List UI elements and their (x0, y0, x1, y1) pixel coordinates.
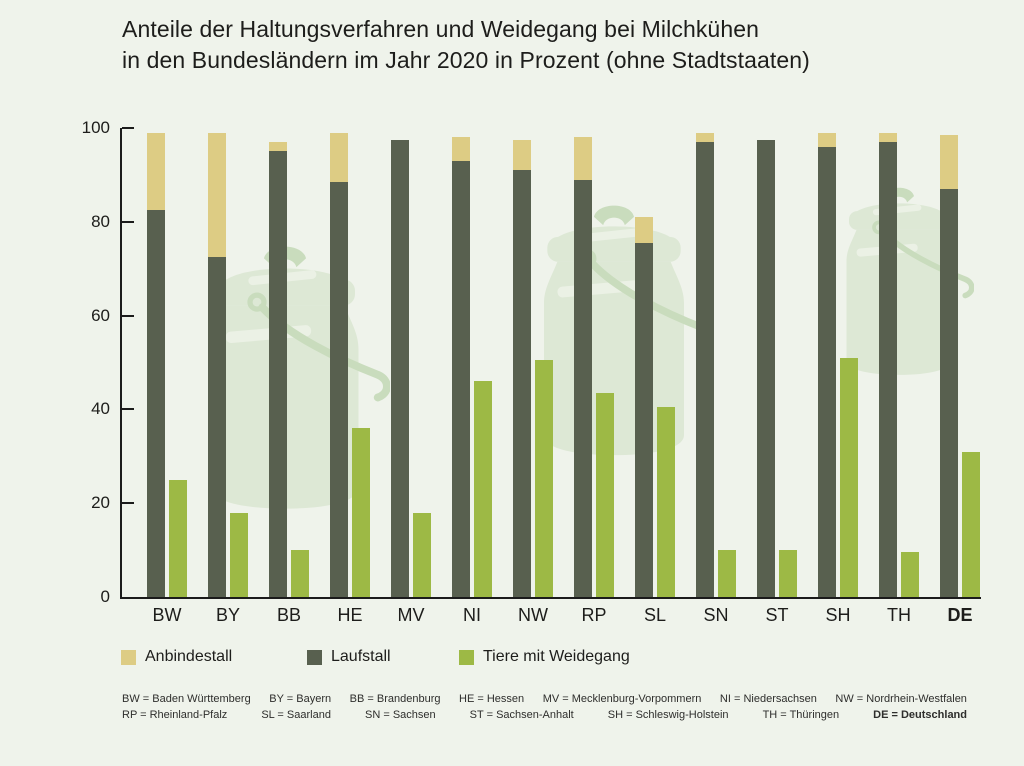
plot-area (81, 118, 981, 625)
x-axis-label-DE: DE (947, 605, 973, 625)
bar-laufstall-BB (269, 151, 287, 597)
legend-swatch-weidegang (459, 650, 474, 665)
bar-laufstall-SN (696, 142, 714, 597)
x-axis-label-SL: SL (643, 605, 667, 625)
bar-anbindestall-SH (818, 133, 836, 147)
x-axis-label-ST: ST (765, 605, 789, 625)
x-axis-label-HE: HE (337, 605, 363, 625)
bar-weidegang-SH (840, 358, 858, 597)
bar-laufstall-ST (757, 140, 775, 597)
bar-laufstall-TH (879, 142, 897, 597)
legend-swatch-anbindestall (121, 650, 136, 665)
y-axis-tick (122, 221, 134, 223)
bar-laufstall-RP (574, 180, 592, 597)
footnote-sl: SL = Saarland (261, 709, 331, 721)
x-axis-label-RP: RP (581, 605, 607, 625)
bar-laufstall-SH (818, 147, 836, 597)
bar-weidegang-SN (718, 550, 736, 597)
bar-weidegang-NI (474, 381, 492, 597)
chart-legend (0, 648, 1024, 668)
bar-weidegang-SL (657, 407, 675, 597)
bar-weidegang-MV (413, 513, 431, 597)
abbreviation-footnotes (122, 693, 967, 725)
footnote-sn: SN = Sachsen (365, 709, 436, 721)
bar-laufstall-HE (330, 182, 348, 597)
title-line-1: Anteile der Haltungsverfahren und Weidegang bei Milchkühen (122, 16, 759, 42)
y-axis-tick-label: 100 (81, 118, 110, 137)
bar-anbindestall-BY (208, 133, 226, 257)
bar-weidegang-RP (596, 393, 614, 597)
page-title (122, 14, 810, 76)
legend-label-weidegang: Tiere mit Weidegang (483, 648, 630, 665)
footnote-by: BY = Bayern (269, 693, 332, 705)
x-axis-label-MV: MV (397, 605, 425, 625)
footnote-row-1 (122, 693, 967, 705)
bar-weidegang-ST (779, 550, 797, 597)
bar-laufstall-NI (452, 161, 470, 597)
x-axis-label-BY: BY (215, 605, 240, 625)
bar-laufstall-BW (147, 210, 165, 597)
bar-anbindestall-DE (940, 135, 958, 189)
footnote-ni: NI = Niedersachsen (719, 693, 817, 705)
bar-anbindestall-SL (635, 217, 653, 243)
bar-weidegang-BB (291, 550, 309, 597)
legend-label-anbindestall: Anbindestall (145, 648, 233, 665)
bar-weidegang-NW (535, 360, 553, 597)
title-line-2: in den Bundesländern im Jahr 2020 in Prozent (ohne Stadtstaaten) (122, 47, 810, 73)
bar-anbindestall-HE (330, 133, 348, 182)
bar-weidegang-HE (352, 428, 370, 597)
footnote-bb: BB = Brandenburg (349, 693, 441, 705)
bar-anbindestall-BB (269, 142, 287, 151)
bar-anbindestall-TH (879, 133, 897, 142)
bar-laufstall-NW (513, 170, 531, 597)
y-axis-tick (122, 502, 134, 504)
x-axis-label-SH: SH (825, 605, 851, 625)
legend-item-anbindestall (121, 648, 232, 666)
y-axis-tick (122, 408, 134, 410)
bar-weidegang-TH (901, 552, 919, 597)
y-axis-tick (122, 127, 134, 129)
y-axis-tick-label: 60 (91, 305, 110, 325)
footnote-de: DE = Deutschland (873, 709, 967, 721)
legend-swatch-laufstall (307, 650, 322, 665)
x-axis-label-SN: SN (703, 605, 729, 625)
legend-item-weidegang (459, 648, 630, 666)
bar-weidegang-DE (962, 452, 980, 597)
bar-laufstall-DE (940, 189, 958, 597)
y-axis-tick (122, 315, 134, 317)
footnote-rp: RP = Rheinland-Pfalz (122, 709, 228, 721)
y-axis-tick-label: 40 (91, 399, 110, 419)
footnote-nw: NW = Nordrhein-Westfalen (835, 693, 967, 705)
y-axis-tick-label: 0 (100, 587, 110, 606)
bar-anbindestall-BW (147, 133, 165, 210)
bar-anbindestall-NI (452, 137, 470, 160)
bar-laufstall-SL (635, 243, 653, 597)
x-axis-label-TH: TH (887, 605, 911, 625)
x-axis-label-BW: BW (152, 605, 182, 625)
x-axis-label-NW: NW (518, 605, 548, 625)
footnote-row-2 (122, 709, 967, 721)
x-axis-label-BB: BB (276, 605, 301, 625)
footnote-st: ST = Sachsen-Anhalt (469, 709, 574, 721)
y-axis-tick-label: 20 (91, 493, 110, 513)
y-axis-tick-label: 80 (91, 211, 110, 231)
bar-anbindestall-NW (513, 140, 531, 170)
footnote-th: TH = Thüringen (762, 709, 840, 721)
bar-anbindestall-RP (574, 137, 592, 179)
footnote-sh: SH = Schleswig-Holstein (607, 709, 729, 721)
footnote-mv: MV = Mecklenburg-Vorpommern (542, 693, 702, 705)
bar-laufstall-MV (391, 140, 409, 597)
bar-weidegang-BY (230, 513, 248, 597)
bar-anbindestall-SN (696, 133, 714, 142)
x-axis-label-NI: NI (463, 605, 481, 625)
footnote-he: HE = Hessen (459, 693, 525, 705)
bar-laufstall-BY (208, 257, 226, 597)
bar-weidegang-BW (169, 480, 187, 597)
legend-item-laufstall (307, 648, 391, 666)
footnote-bw: BW = Baden Württemberg (122, 693, 251, 705)
legend-label-laufstall: Laufstall (331, 648, 391, 665)
